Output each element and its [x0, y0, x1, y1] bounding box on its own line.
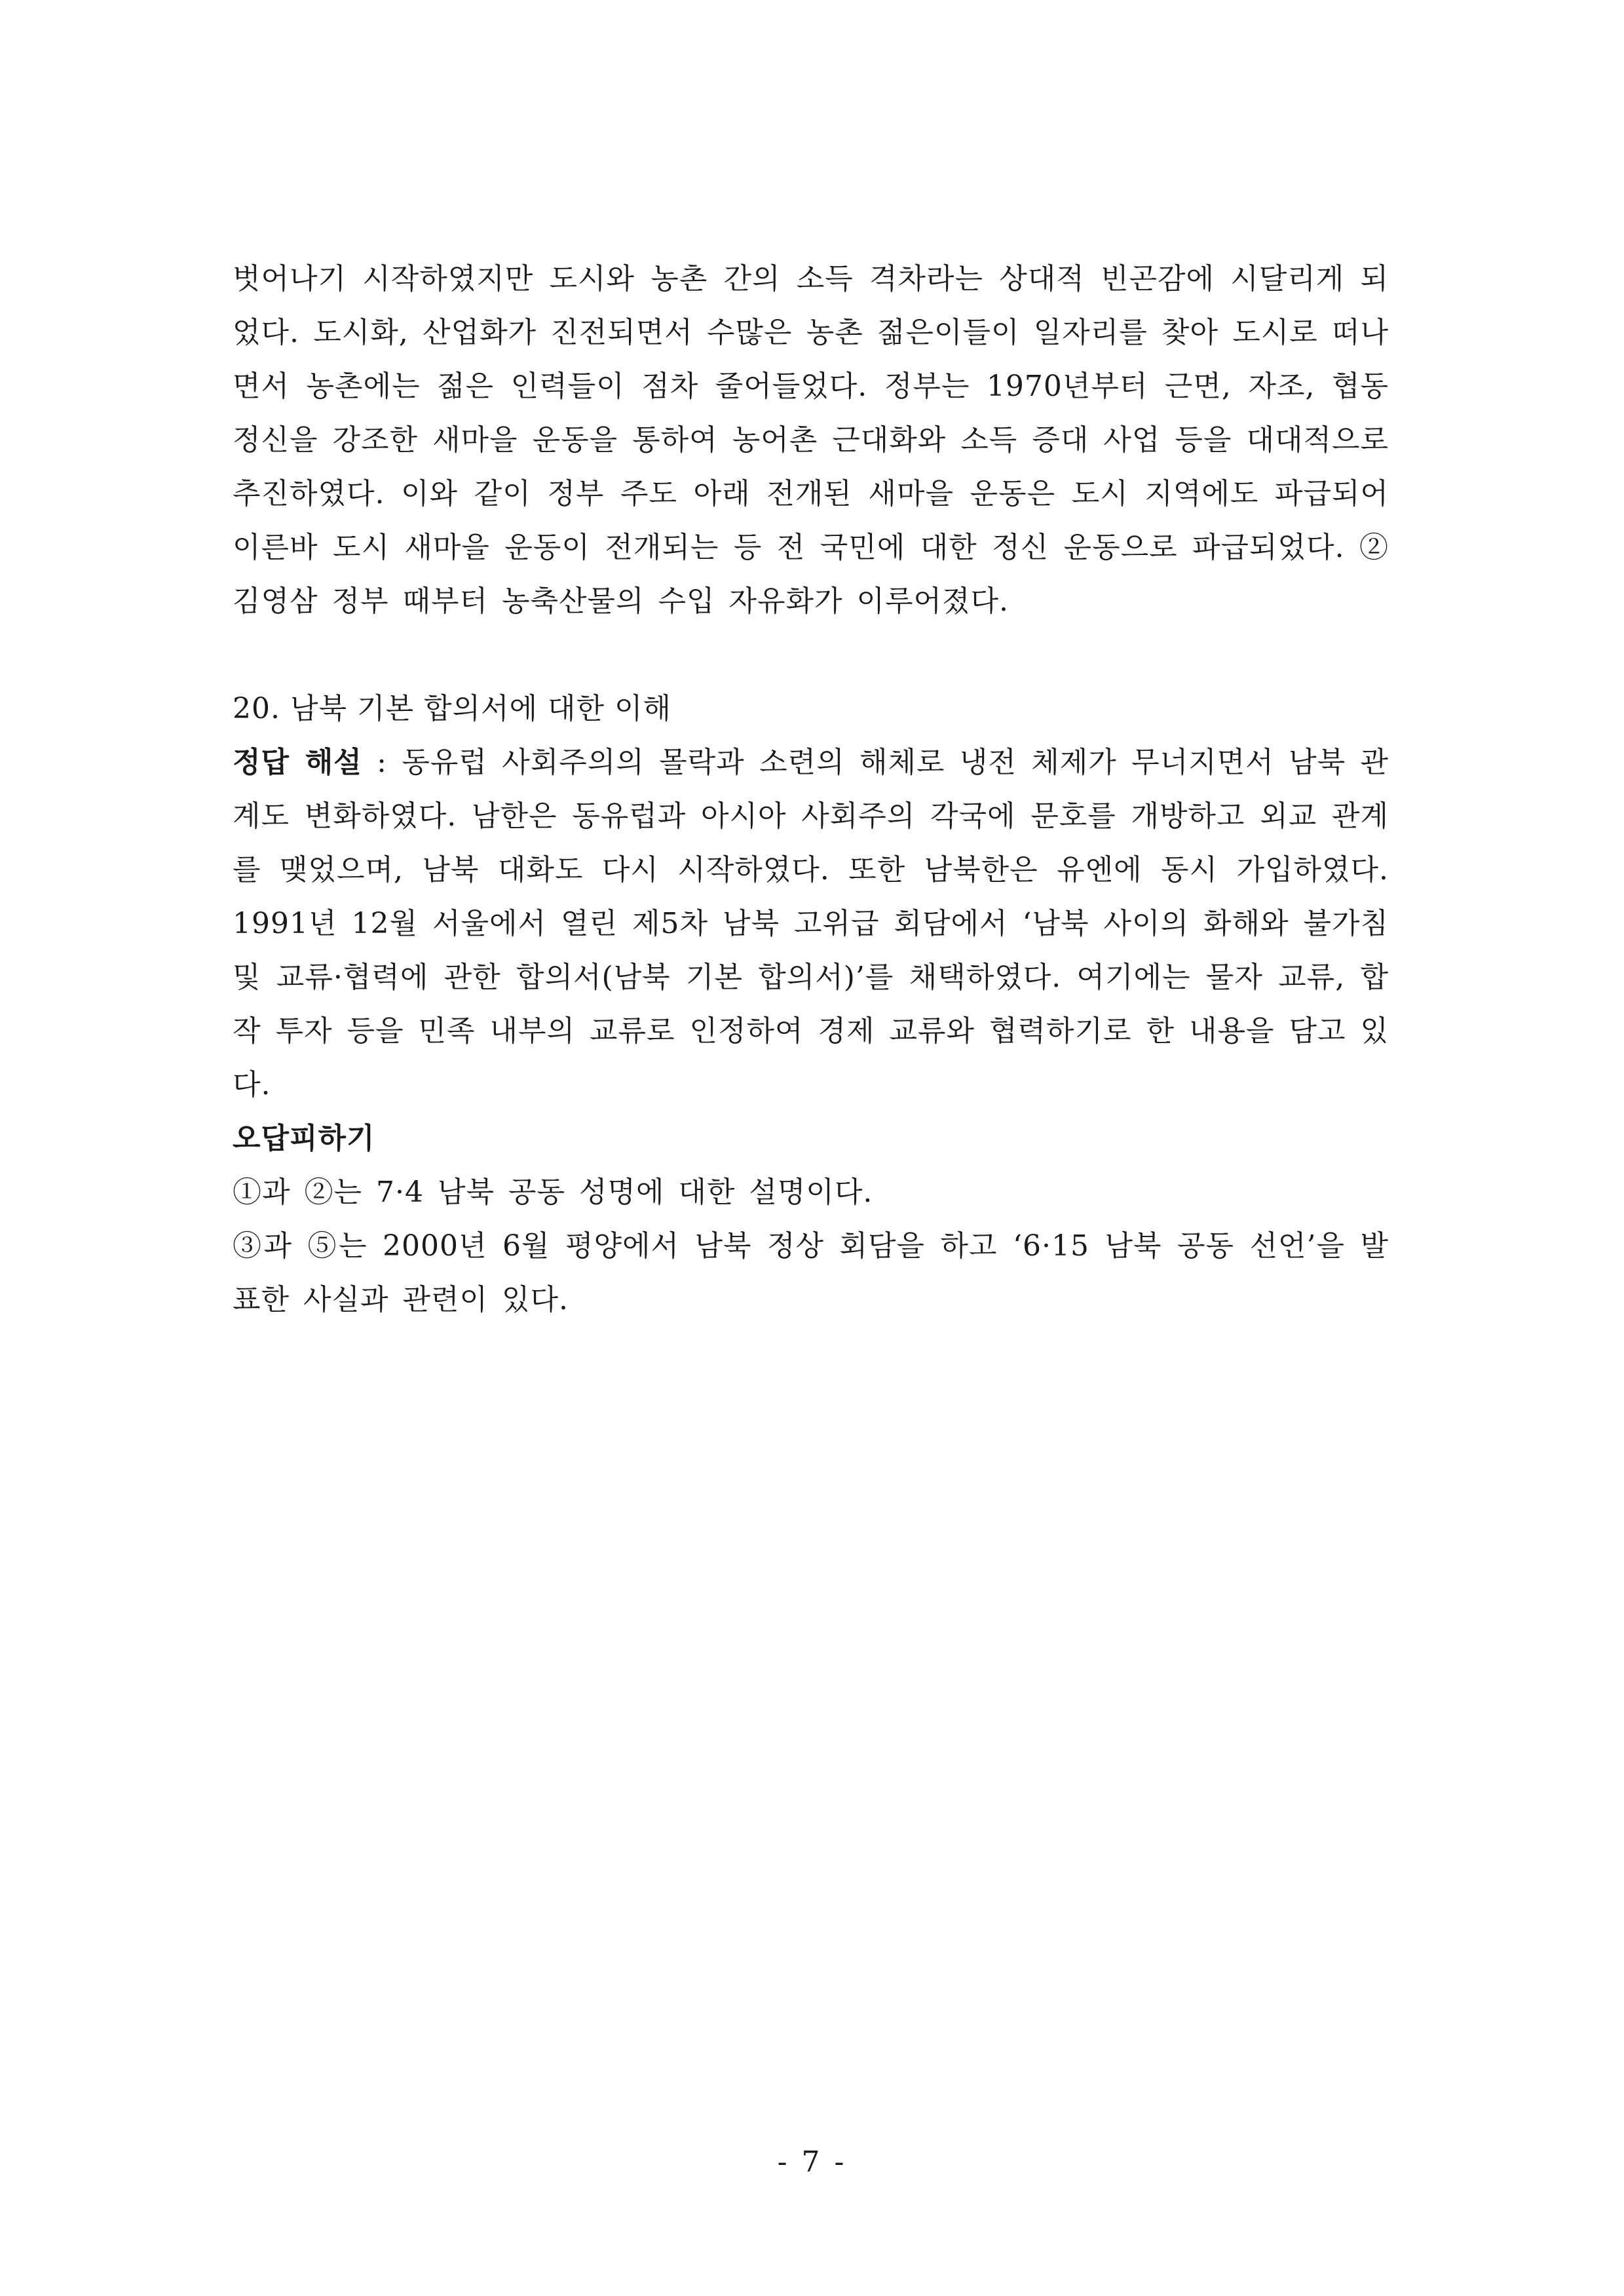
answer-explanation	[233, 736, 1389, 1112]
paragraph-spacer	[233, 628, 1389, 682]
avoid-item-2: ③과 ⑤는 2000년 6월 평양에서 남북 정상 회담을 하고 ‘6·15 남북 공동 선언’을 발표한 사실과 관련이 있다.	[233, 1229, 1389, 1316]
page-content	[233, 252, 1389, 1327]
avoid-wrong-answer-label: 오답피하기	[233, 1122, 375, 1155]
avoid-item-1: ①과 ②는 7·4 남북 공동 성명에 대한 설명이다.	[233, 1176, 873, 1209]
question-title: 20. 남북 기본 합의서에 대한 이해	[233, 692, 671, 725]
continuation-paragraph: 벗어나기 시작하였지만 도시와 농촌 간의 소득 격차라는 상대적 빈곤감에 시달리게 되었다. 도시화, 산업화가 진전되면서 수많은 농촌 젊은이들이 일자리를 찾아 도시로 떠나면서 농촌에는 젊은 인력들이 점차 줄어들었다. 정부는 1970년부터 근면, 자조, 협동 정신을 강조한 새마을 운동을 통하여 농어촌 근대화와 소득 증대 사업 등을 대대적으로 추진하였다. 이와 같이 정부 주도 아래 전개된 새마을 운동은 도시 지역에도 파급되어 이른바 도시 새마을 운동이 전개되는 등 전 국민에 대한 정신 운동으로 파급되었다. ② 김영삼 정부 때부터 농축산물의 수입 자유화가 이루어졌다.	[233, 262, 1389, 618]
page-number: - 7 -	[777, 2145, 847, 2179]
answer-text: 동유럽 사회주의의 몰락과 소련의 해체로 냉전 체제가 무너지면서 남북 관계도 변화하였다. 남한은 동유럽과 아시아 사회주의 각국에 문호를 개방하고 외교 관계를 맺었으며, 남북 대화도 다시 시작하였다. 또한 남북한은 유엔에 동시 가입하였다. 1991년 12월 서울에서 열린 제5차 남북 고위급 회담에서 ‘남북 사이의 화해와 불가침 및 교류·협력에 관한 합의서(남북 기본 합의서)’를 채택하였다. 여기에는 물자 교류, 합작 투자 등을 민족 내부의 교류로 인정하여 경제 교류와 협력하기로 한 내용을 담고 있다.	[233, 746, 1389, 1101]
answer-label: 정답 해설	[233, 746, 362, 779]
answer-separator: :	[362, 746, 402, 779]
